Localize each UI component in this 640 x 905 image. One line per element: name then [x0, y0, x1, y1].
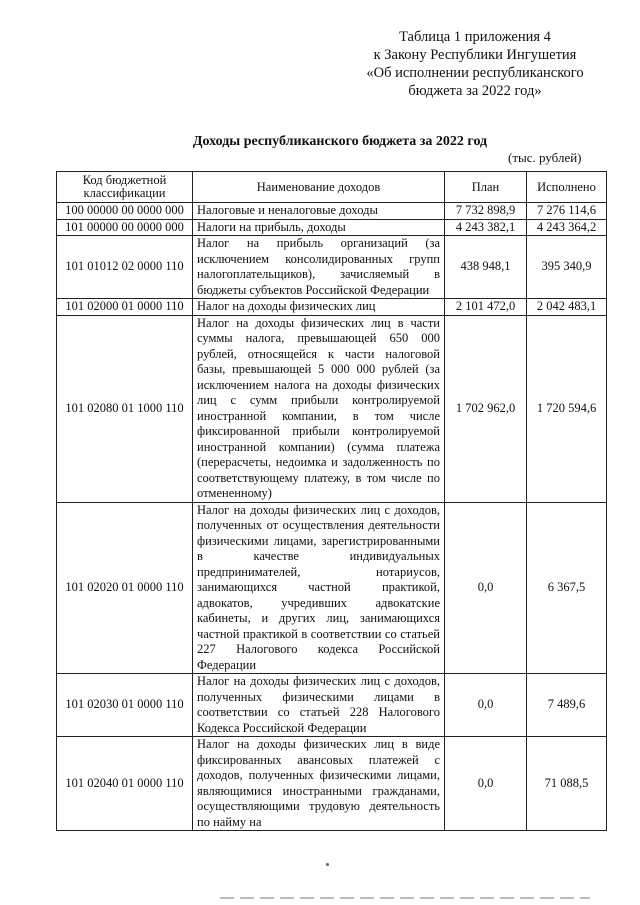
- scan-bottom-edge: [220, 897, 590, 899]
- row-code: 101 01012 02 0000 110: [57, 236, 193, 299]
- row-executed: 7 276 114,6: [527, 203, 607, 220]
- row-name: Налог на доходы физических лиц с доходов, полученных от осуществления деятельности физическими лицами, зарегистрированными в качестве индивидуальных предпринимателей, нотариусов, занимающихся частной практикой, адвокатов, учредивших адвокатские кабинеты, и других лиц, занимающихся частной практикой в соответствии со статьей 227 Налогового кодекса Российской Федерации: [193, 502, 445, 674]
- scan-speck: [326, 863, 329, 866]
- table-row: [57, 219, 607, 236]
- row-executed: 395 340,9: [527, 236, 607, 299]
- row-plan: 0,0: [445, 674, 527, 737]
- row-executed: 71 088,5: [527, 737, 607, 831]
- table-header-row: [57, 172, 607, 203]
- row-name: Налоги на прибыль, доходы: [193, 219, 445, 236]
- header-executed: Исполнено: [527, 172, 607, 203]
- revenue-table: [56, 171, 607, 831]
- row-code: 101 02020 01 0000 110: [57, 502, 193, 674]
- header-note-line-2: к Закону Республики Ингушетия: [373, 47, 577, 63]
- row-name: Налог на доходы физических лиц в части суммы налога, превышающей 650 000 рублей, относящейся к части налоговой базы, превышающей 5 000 000 рублей (за исключением налога на доходы физических лиц с сумм прибыли контролируемой иностранной компании, в том числе фиксированной прибыли контролируемой иностранной компании) (сумма платежа (перерасчеты, недоимка и задолженность по соответствующему платежу, в том числе по отмененному): [193, 315, 445, 502]
- row-code: 101 02040 01 0000 110: [57, 737, 193, 831]
- table-row: [57, 674, 607, 737]
- table-row: [57, 236, 607, 299]
- row-name: Налог на прибыль организаций (за исключением консолидированных групп налогоплательщиков), зачисляемый в бюджеты субъектов Российской Федерации: [193, 236, 445, 299]
- row-code: 101 02030 01 0000 110: [57, 674, 193, 737]
- row-code: 101 02080 01 1000 110: [57, 315, 193, 502]
- row-plan: 438 948,1: [445, 236, 527, 299]
- row-plan: 0,0: [445, 737, 527, 831]
- table-row: [57, 737, 607, 831]
- row-plan: 4 243 382,1: [445, 219, 527, 236]
- row-executed: 7 489,6: [527, 674, 607, 737]
- row-name: Налоговые и неналоговые доходы: [193, 203, 445, 220]
- table-row: [57, 203, 607, 220]
- row-code: 100 00000 00 0000 000: [57, 203, 193, 220]
- header-note-line-4: бюджета за 2022 год»: [408, 83, 542, 99]
- header-note-line-3: «Об исполнении республиканского: [366, 65, 584, 81]
- document-title: Доходы республиканского бюджета за 2022 год: [192, 134, 488, 149]
- header-code: Код бюджетной классификации: [57, 172, 193, 203]
- row-plan: 0,0: [445, 502, 527, 674]
- row-plan: 1 702 962,0: [445, 315, 527, 502]
- row-name: Налог на доходы физических лиц: [193, 299, 445, 316]
- row-executed: 4 243 364,2: [527, 219, 607, 236]
- row-code: 101 00000 00 0000 000: [57, 219, 193, 236]
- table-row: [57, 299, 607, 316]
- row-executed: 6 367,5: [527, 502, 607, 674]
- table-row: [57, 502, 607, 674]
- appendix-header-note: [340, 28, 610, 100]
- row-executed: 1 720 594,6: [527, 315, 607, 502]
- table-row: [57, 315, 607, 502]
- header-name: Наименование доходов: [193, 172, 445, 203]
- header-note-line-1: Таблица 1 приложения 4: [399, 29, 551, 45]
- row-name: Налог на доходы физических лиц с доходов, полученных физическими лицами в соответствии со статьей 228 Налогового Кодекса Российской Федерации: [193, 674, 445, 737]
- row-name: Налог на доходы физических лиц в виде фиксированных авансовых платежей с доходов, полученных физическими лицами, являющимися иностранными гражданами, осуществляющими трудовую деятельность по найму на: [193, 737, 445, 831]
- row-plan: 2 101 472,0: [445, 299, 527, 316]
- row-plan: 7 732 898,9: [445, 203, 527, 220]
- row-executed: 2 042 483,1: [527, 299, 607, 316]
- row-code: 101 02000 01 0000 110: [57, 299, 193, 316]
- units-label: (тыс. рублей): [508, 150, 582, 165]
- header-plan: План: [445, 172, 527, 203]
